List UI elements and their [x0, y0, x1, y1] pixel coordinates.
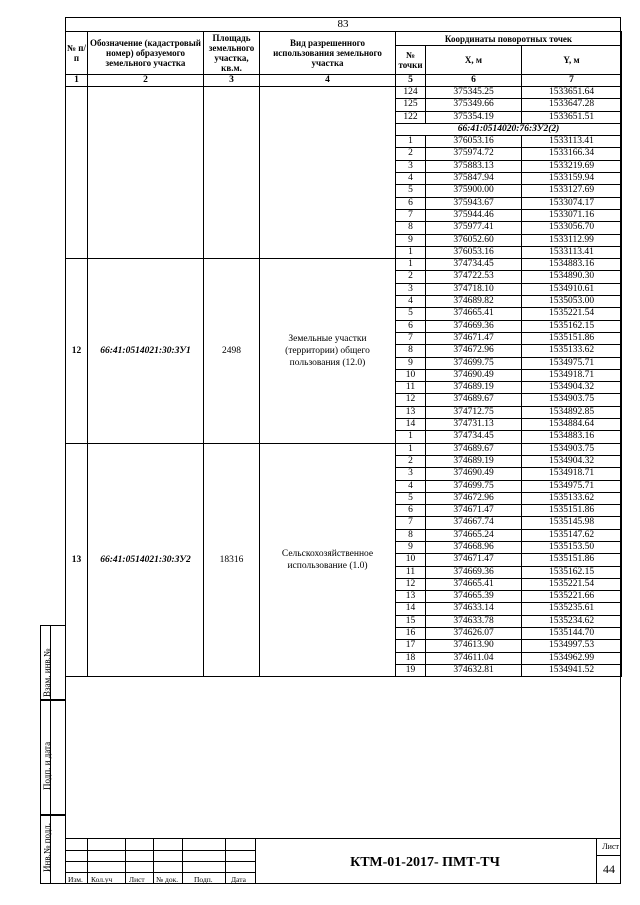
y-cell: 1533113.41	[522, 246, 622, 258]
x-cell: 375345.25	[426, 87, 522, 99]
empty-merged-cell	[204, 87, 260, 259]
col-number: 6	[426, 75, 522, 87]
y-cell: 1534883.16	[522, 259, 622, 271]
contour-subheader: 66:41:0514020:76:ЗУ2(2)	[396, 123, 622, 135]
point-cell: 9	[396, 541, 426, 553]
y-cell: 1534903.75	[522, 443, 622, 455]
y-cell: 1535162.15	[522, 320, 622, 332]
point-cell: 122	[396, 111, 426, 123]
x-cell: 374671.47	[426, 332, 522, 344]
table-row	[66, 443, 622, 455]
x-cell: 374672.96	[426, 492, 522, 504]
y-cell: 1535133.62	[522, 345, 622, 357]
header-row	[66, 32, 622, 46]
header-x: X, м	[426, 46, 522, 75]
y-cell: 1534903.75	[522, 394, 622, 406]
parcel-area: 2498	[204, 259, 260, 443]
point-cell: 2	[396, 148, 426, 160]
y-cell: 1535151.86	[522, 554, 622, 566]
y-cell: 1533112.99	[522, 234, 622, 246]
col-number: 1	[66, 75, 88, 87]
empty-merged-cell	[260, 87, 396, 259]
table-row	[66, 87, 622, 99]
y-cell: 1533166.34	[522, 148, 622, 160]
y-cell: 1533651.51	[522, 111, 622, 123]
x-cell: 374699.75	[426, 480, 522, 492]
point-cell: 10	[396, 554, 426, 566]
col-number: 7	[522, 75, 622, 87]
sheet-number: 44	[603, 862, 615, 876]
x-cell: 375944.46	[426, 209, 522, 221]
y-cell: 1534910.61	[522, 283, 622, 295]
x-cell: 374665.39	[426, 591, 522, 603]
page-number: 83	[337, 18, 349, 30]
x-cell: 374613.90	[426, 640, 522, 652]
y-cell: 1535234.62	[522, 615, 622, 627]
parcel-cadastral-number: 66:41:0514021:30:ЗУ2	[88, 443, 204, 677]
point-cell: 5	[396, 492, 426, 504]
y-cell: 1534941.52	[522, 664, 622, 676]
header-area: Площадь земельного участка, кв.м.	[204, 32, 260, 75]
y-cell: 1533074.17	[522, 197, 622, 209]
parcel-area: 18316	[204, 443, 260, 677]
x-cell: 374669.36	[426, 320, 522, 332]
y-cell: 1534884.64	[522, 419, 622, 431]
empty-merged-cell	[66, 87, 88, 259]
y-cell: 1535151.86	[522, 332, 622, 344]
x-cell: 374731.13	[426, 419, 522, 431]
x-cell: 374671.47	[426, 554, 522, 566]
x-cell: 374689.19	[426, 382, 522, 394]
x-cell: 375847.94	[426, 173, 522, 185]
y-cell: 1535144.70	[522, 628, 622, 640]
x-cell: 374689.19	[426, 455, 522, 467]
point-cell: 4	[396, 480, 426, 492]
header-y: Y, м	[522, 46, 622, 75]
coordinates-table	[65, 31, 622, 677]
y-cell: 1535147.62	[522, 529, 622, 541]
point-cell: 11	[396, 566, 426, 578]
point-cell: 19	[396, 664, 426, 676]
col-number: 3	[204, 75, 260, 87]
point-cell: 125	[396, 99, 426, 111]
col-number: 5	[396, 75, 426, 87]
table-row	[66, 259, 622, 271]
point-cell: 16	[396, 628, 426, 640]
point-cell: 8	[396, 529, 426, 541]
x-cell: 374611.04	[426, 652, 522, 664]
parcel-use: Земельные участки (территории) общего пользования (12.0)	[260, 259, 396, 443]
point-cell: 5	[396, 185, 426, 197]
x-cell: 374665.24	[426, 529, 522, 541]
point-cell: 7	[396, 332, 426, 344]
point-cell: 7	[396, 209, 426, 221]
x-cell: 375349.66	[426, 99, 522, 111]
point-cell: 14	[396, 419, 426, 431]
title-block	[65, 838, 621, 884]
y-cell: 1535221.66	[522, 591, 622, 603]
y-cell: 1533127.69	[522, 185, 622, 197]
point-cell: 6	[396, 197, 426, 209]
point-cell: 10	[396, 369, 426, 381]
y-cell: 1534892.85	[522, 406, 622, 418]
point-cell: 2	[396, 271, 426, 283]
point-cell: 9	[396, 357, 426, 369]
y-cell: 1534904.32	[522, 382, 622, 394]
x-cell: 376053.16	[426, 136, 522, 148]
x-cell: 374699.75	[426, 357, 522, 369]
y-cell: 1534997.53	[522, 640, 622, 652]
x-cell: 374632.81	[426, 664, 522, 676]
x-cell: 375883.13	[426, 160, 522, 172]
x-cell: 374722.53	[426, 271, 522, 283]
y-cell: 1535235.61	[522, 603, 622, 615]
stamp-label-sign: Подп.	[194, 875, 213, 884]
x-cell: 374633.78	[426, 615, 522, 627]
y-cell: 1535221.54	[522, 308, 622, 320]
x-cell: 374668.96	[426, 541, 522, 553]
y-cell: 1535221.54	[522, 578, 622, 590]
x-cell: 374718.10	[426, 283, 522, 295]
parcel-number: 12	[66, 259, 88, 443]
x-cell: 374669.36	[426, 566, 522, 578]
y-cell: 1534975.71	[522, 480, 622, 492]
x-cell: 374734.45	[426, 259, 522, 271]
y-cell: 1534918.71	[522, 369, 622, 381]
header-point: № точки	[396, 46, 426, 75]
x-cell: 374626.07	[426, 628, 522, 640]
x-cell: 376053.16	[426, 246, 522, 258]
y-cell: 1534890.30	[522, 271, 622, 283]
y-cell: 1534904.32	[522, 455, 622, 467]
y-cell: 1535053.00	[522, 296, 622, 308]
y-cell: 1533071.16	[522, 209, 622, 221]
point-cell: 14	[396, 603, 426, 615]
stamp-label-docnum: № док.	[156, 875, 179, 884]
y-cell: 1535151.86	[522, 505, 622, 517]
point-cell: 12	[396, 578, 426, 590]
y-cell: 1534962.99	[522, 652, 622, 664]
document-code: КТМ-01-2017- ПМТ-ТЧ	[350, 855, 500, 870]
empty-merged-cell	[88, 87, 204, 259]
point-cell: 3	[396, 468, 426, 480]
point-cell: 4	[396, 296, 426, 308]
y-cell: 1533651.64	[522, 87, 622, 99]
point-cell: 124	[396, 87, 426, 99]
col-number: 4	[260, 75, 396, 87]
x-cell: 374690.49	[426, 369, 522, 381]
y-cell: 1533219.69	[522, 160, 622, 172]
point-cell: 7	[396, 517, 426, 529]
x-cell: 374712.75	[426, 406, 522, 418]
parcel-use: Сельскохозяйственное использование (1.0)	[260, 443, 396, 677]
x-cell: 374689.82	[426, 296, 522, 308]
y-cell: 1535162.15	[522, 566, 622, 578]
y-cell: 1535153.50	[522, 541, 622, 553]
point-cell: 3	[396, 283, 426, 295]
x-cell: 374689.67	[426, 443, 522, 455]
point-cell: 6	[396, 505, 426, 517]
x-cell: 375974.72	[426, 148, 522, 160]
stamp-label-date: Дата	[231, 875, 246, 884]
x-cell: 374633.14	[426, 603, 522, 615]
x-cell: 374690.49	[426, 468, 522, 480]
y-cell: 1533159.94	[522, 173, 622, 185]
x-cell: 375900.00	[426, 185, 522, 197]
point-cell: 1	[396, 259, 426, 271]
point-cell: 3	[396, 160, 426, 172]
y-cell: 1535145.98	[522, 517, 622, 529]
side-label-sign: Подп. и дата	[42, 741, 52, 790]
point-cell: 18	[396, 652, 426, 664]
point-cell: 1	[396, 431, 426, 443]
header-use: Вид разрешенного использования земельного участка	[260, 32, 396, 75]
stamp-label-count: Кол.уч	[91, 875, 113, 884]
header-coords: Координаты поворотных точек	[396, 32, 622, 46]
sheet-label: Лист	[602, 842, 619, 851]
side-label-replace: Взам. инв.№	[42, 648, 52, 697]
x-cell: 374734.45	[426, 431, 522, 443]
point-cell: 1	[396, 136, 426, 148]
point-cell: 11	[396, 382, 426, 394]
point-cell: 13	[396, 591, 426, 603]
point-cell: 15	[396, 615, 426, 627]
x-cell: 375977.41	[426, 222, 522, 234]
x-cell: 376052.60	[426, 234, 522, 246]
point-cell: 4	[396, 173, 426, 185]
y-cell: 1533113.41	[522, 136, 622, 148]
point-cell: 8	[396, 345, 426, 357]
y-cell: 1534883.16	[522, 431, 622, 443]
x-cell: 374665.41	[426, 308, 522, 320]
x-cell: 374665.41	[426, 578, 522, 590]
y-cell: 1535133.62	[522, 492, 622, 504]
y-cell: 1533056.70	[522, 222, 622, 234]
y-cell: 1534918.71	[522, 468, 622, 480]
parcel-number: 13	[66, 443, 88, 677]
point-cell: 9	[396, 234, 426, 246]
x-cell: 374667.74	[426, 517, 522, 529]
y-cell: 1534975.71	[522, 357, 622, 369]
point-cell: 17	[396, 640, 426, 652]
header-designation: Обозначение (кадастровый номер) образуемого земельного участка	[88, 32, 204, 75]
point-cell: 5	[396, 308, 426, 320]
x-cell: 375354.19	[426, 111, 522, 123]
x-cell: 374671.47	[426, 505, 522, 517]
x-cell: 374672.96	[426, 345, 522, 357]
y-cell: 1533647.28	[522, 99, 622, 111]
point-cell: 8	[396, 222, 426, 234]
parcel-cadastral-number: 66:41:0514021:30:ЗУ1	[88, 259, 204, 443]
point-cell: 1	[396, 443, 426, 455]
point-cell: 13	[396, 406, 426, 418]
point-cell: 12	[396, 394, 426, 406]
col-number: 2	[88, 75, 204, 87]
stamp-label-change: Изм.	[68, 875, 83, 884]
side-label-inv: Инв.№ подл.	[42, 822, 52, 872]
stamp-label-sheet: Лист	[129, 875, 145, 884]
column-numbers-row	[66, 75, 622, 87]
point-cell: 6	[396, 320, 426, 332]
header-num: № п/п	[66, 32, 88, 75]
x-cell: 375943.67	[426, 197, 522, 209]
x-cell: 374689.67	[426, 394, 522, 406]
point-cell: 1	[396, 246, 426, 258]
point-cell: 2	[396, 455, 426, 467]
